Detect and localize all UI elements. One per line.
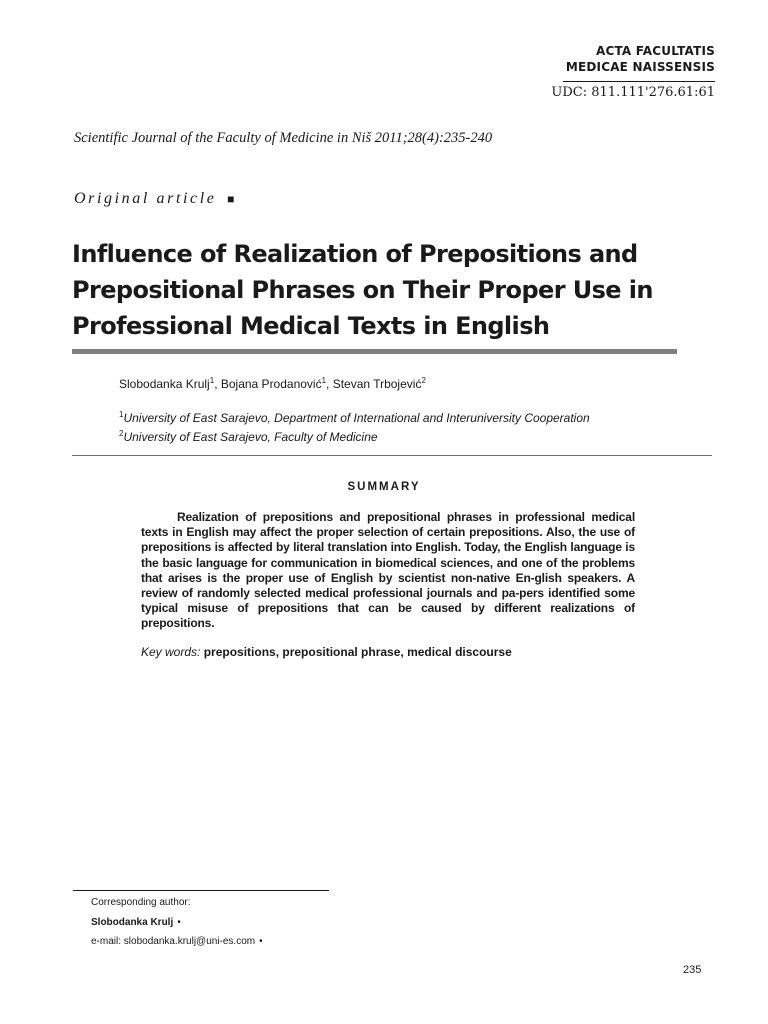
email-text: e-mail: slobodanka.krulj@uni-es.com <box>91 936 256 947</box>
square-marker-icon: ■ <box>227 192 235 206</box>
corresponding-author-name-text: Slobodanka Krulj <box>91 917 174 928</box>
journal-citation: Scientific Journal of the Faculty of Medicine in Niš 2011;28(4):235-240 <box>74 130 493 146</box>
section-divider <box>72 455 712 456</box>
corresponding-author-name <box>91 917 181 928</box>
affiliation-text: University of East Sarajevo, Faculty of Medicine <box>123 430 378 444</box>
keywords-list: prepositions, prepositional phrase, medical discourse <box>203 645 512 659</box>
keywords <box>141 645 512 659</box>
affiliation-number: 1 <box>119 410 124 419</box>
author-affiliation-ref: 1 <box>209 376 215 385</box>
affiliation <box>119 429 378 444</box>
summary-heading: SUMMARY <box>347 481 421 493</box>
journal-name-line1: ACTA FACULTATIS <box>595 44 715 58</box>
corresponding-author-email <box>91 936 263 947</box>
affiliation-number: 2 <box>119 429 124 438</box>
udc-code: UDC: 811.111'276.61:61 <box>551 85 715 100</box>
affiliation-text: University of East Sarajevo, Department of International and Interuniversity Cooperation <box>123 411 590 425</box>
bullet-icon: • <box>259 936 263 947</box>
author-separator: , <box>214 377 221 391</box>
affiliation <box>119 410 590 425</box>
article-type-label: Original article <box>74 190 217 207</box>
journal-rule <box>563 81 715 82</box>
bullet-icon: • <box>177 917 181 928</box>
author-separator: , <box>326 377 333 391</box>
page-number: 235 <box>683 964 702 976</box>
author-name: Bojana Prodanović <box>220 377 322 391</box>
title-divider <box>72 349 677 354</box>
author-list <box>119 376 426 391</box>
journal-name-line2: MEDICAE NAISSENSIS <box>565 60 715 74</box>
summary-text: Realization of prepositions and prepositional phrases in professional medical texts in English may affect the proper selection of certain prepositions. Also, the use of prepositions is affected by literal translation into English. Today, the English language is the basic language for communication in biomedical sciences, and one of the problems that arises is the proper use of English by scientist non-native En-glish speakers. A review of randomly selected medical professional journals and pa-pers identified some typical misuse of prepositions that can be caused by different realizations of prepositions. <box>141 510 635 631</box>
article-title: Influence of Realization of Prepositions and Prepositional Phrases on Their Proper Use in Professional Medical Texts in English <box>72 240 653 340</box>
journal-name <box>566 43 715 75</box>
article-type <box>74 190 234 208</box>
author-name: Stevan Trbojević <box>332 377 422 391</box>
footnote-rule <box>73 890 329 891</box>
corresponding-author-label: Corresponding author: <box>91 897 191 908</box>
author-affiliation-ref: 2 <box>421 376 426 385</box>
author-name: Slobodanka Krulj <box>119 377 210 391</box>
author-affiliation-ref: 1 <box>321 376 327 385</box>
keywords-label: Key words: <box>141 645 201 659</box>
